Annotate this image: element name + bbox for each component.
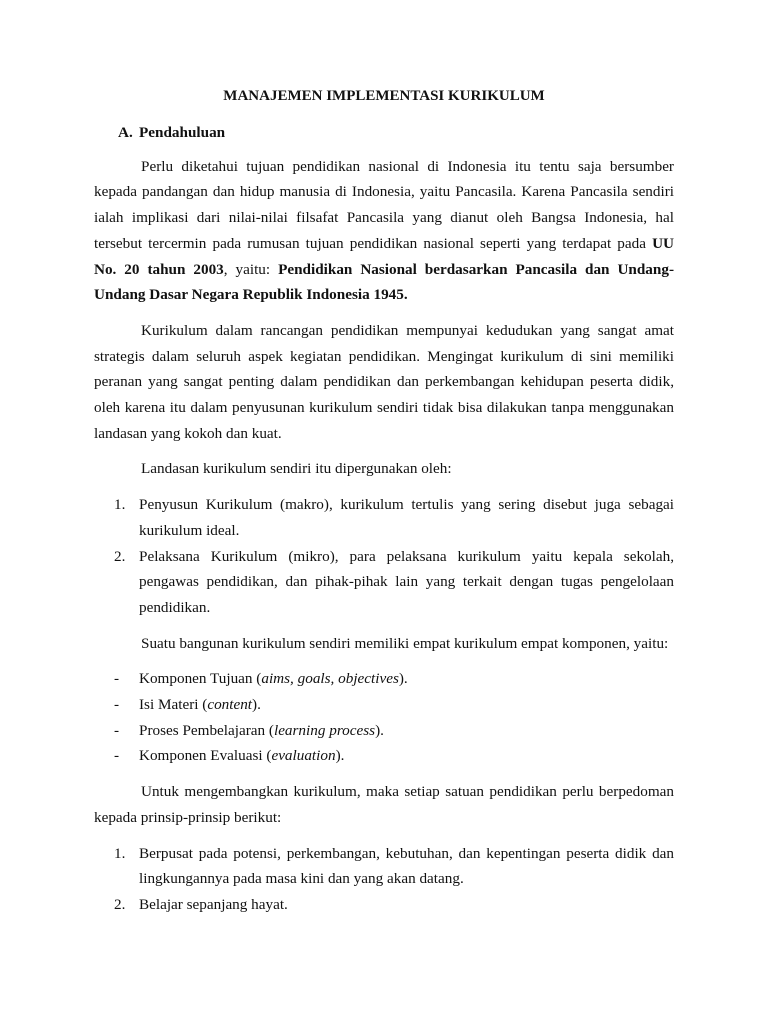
item-text-pre: Komponen Evaluasi ( — [139, 747, 272, 765]
list-item-text: Penyusun Kurikulum (makro), kurikulum tertulis yang sering disebut juga sebagai kurikulum ideal. — [139, 496, 674, 539]
list-marker: 2. — [114, 895, 126, 913]
paragraph-1-law-ref: UU No. 20 tahun 2003 — [94, 234, 674, 278]
list-item-text — [139, 666, 674, 692]
section-label: Pendahuluan — [139, 124, 226, 141]
item-text-pre: Proses Pembelajaran ( — [139, 721, 274, 739]
list-item — [94, 743, 674, 769]
paragraph-1-text-a: Perlu diketahui tujuan pendidikan nasional di Indonesia itu tentu saja bersumber kepada pandangan dan hidup manusia di Indonesia, yaitu Pancasila. Karena Pancasila sendiri ialah implikasi dari nilai-nilai filsafat Pancasila yang dianut oleh Bangsa Indonesia, hal tersebut tercermin pada rumusan tujuan pendidikan nasional seperti yang terdapat pada — [94, 157, 674, 252]
list-item-text: Pelaksana Kurikulum (mikro), para pelaksana kurikulum yaitu kepala sekolah, pengawas pendidikan, dan pihak-pihak lain yang terkait dengan tugas pengelolaan pendidikan. — [139, 547, 674, 616]
list-item-text: Berpusat pada potensi, perkembangan, kebutuhan, dan kepentingan peserta didik dan lingkungannya pada masa kini dan yang akan datang. — [139, 844, 674, 888]
paragraph-4: Suatu bangunan kurikulum sendiri memiliki empat kurikulum empat komponen, yaitu: — [141, 634, 669, 652]
list-marker: - — [114, 747, 120, 765]
list-item-text — [139, 743, 674, 769]
document-body — [94, 86, 674, 928]
paragraph-5: Untuk mengembangkan kurikulum, maka setiap satuan pendidikan perlu berpedoman kepada prinsip-prinsip berikut: — [94, 783, 674, 826]
paragraph-1-quote: Pendidikan Nasional berdasarkan Pancasila dan Undang-Undang Dasar Negara Republik Indonesia 1945. — [94, 260, 675, 304]
item-text-pre: Komponen Tujuan ( — [139, 670, 262, 688]
list-item — [94, 718, 674, 744]
paragraph-3: Landasan kurikulum sendiri itu dipergunakan oleh: — [141, 460, 452, 478]
list-item-text — [139, 718, 674, 744]
curriculum-components-list — [94, 666, 674, 769]
item-text-post: ). — [335, 747, 345, 765]
list-item — [94, 692, 674, 718]
list-item — [94, 841, 674, 892]
paragraph-2: Kurikulum dalam rancangan pendidikan mempunyai kedudukan yang sangat amat strategis dalam seluruh aspek kegiatan pendidikan. Mengingat kurikulum di sini memiliki peranan yang sangat penting dalam pendidikan dan perkembangan kehidupan peserta didik, oleh karena itu dalam penyusunan kurikulum sendiri tidak bisa dilakukan tanpa menggunakan landasan yang kokoh dan kuat. — [94, 321, 674, 442]
list-item — [94, 892, 674, 918]
document-title: MANAJEMEN IMPLEMENTASI KURIKULUM — [223, 88, 545, 104]
item-text-emphasis: evaluation — [271, 747, 336, 765]
list-marker: - — [114, 721, 120, 739]
curriculum-users-list — [94, 492, 674, 621]
section-heading — [94, 120, 674, 146]
list-item — [94, 544, 674, 621]
paragraph-1 — [94, 154, 674, 308]
paragraph-1-text-b: , yaitu: — [223, 260, 279, 278]
item-text-emphasis: aims, goals, objectives — [261, 670, 399, 688]
list-marker: 1. — [114, 496, 126, 514]
list-marker: 2. — [114, 547, 126, 565]
item-text-post: ). — [252, 696, 261, 714]
item-text-emphasis: content — [207, 696, 253, 714]
list-marker: - — [114, 696, 120, 714]
list-marker: - — [114, 670, 120, 688]
item-text-post: ). — [398, 670, 408, 688]
list-item — [94, 666, 674, 692]
item-text-pre: Isi Materi ( — [139, 696, 208, 714]
item-text-emphasis: learning process — [273, 721, 376, 739]
list-item-text — [139, 692, 674, 718]
item-text-post: ). — [375, 721, 384, 739]
list-item — [94, 492, 674, 543]
section-number: A. — [118, 124, 133, 141]
list-marker: 1. — [114, 844, 126, 862]
principles-list — [94, 841, 674, 918]
list-item-text: Belajar sepanjang hayat. — [139, 895, 288, 913]
